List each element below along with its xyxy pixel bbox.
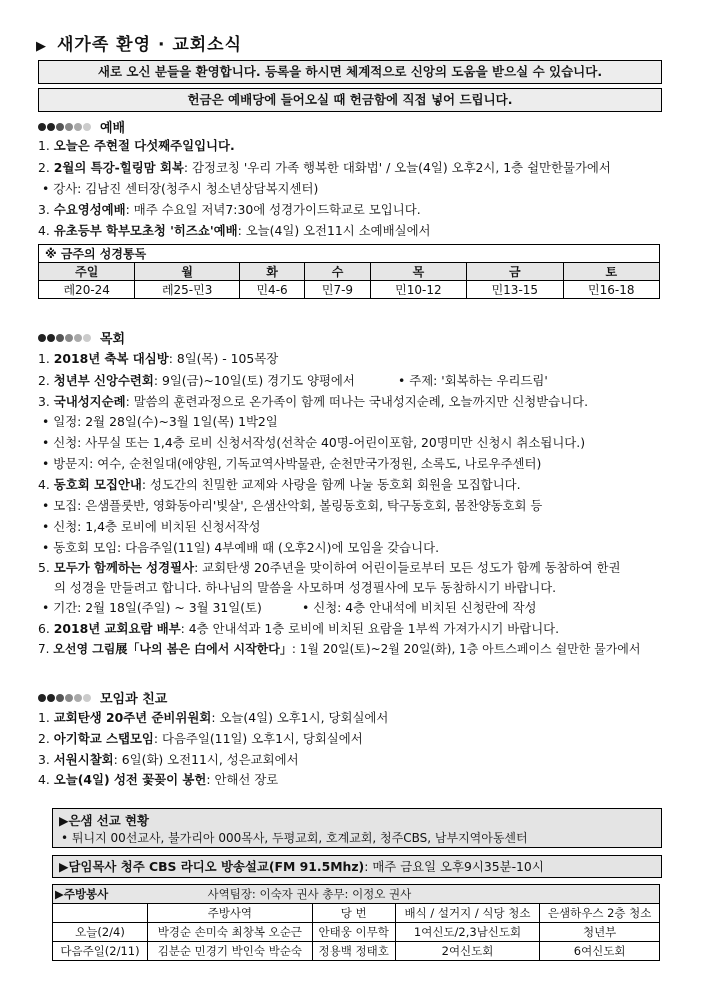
- bullet-dots-icon: [38, 123, 92, 131]
- bible-table-title: ※ 금주의 성경통독: [39, 245, 660, 263]
- worship-item-3: 3. 수요영성예배: 매주 수요일 저녁7:30에 성경가이드학교로 모입니다.: [38, 202, 421, 217]
- pastoral-item-1: 1. 2018년 축복 대심방: 8일(목) - 105목장: [38, 351, 279, 366]
- fellowship-item-3: 3. 서원시찰회: 6일(화) 오전11시, 성은교회에서: [38, 752, 299, 767]
- pastoral-item-3: 3. 국내성지순례: 말씀의 훈련과정으로 온가족이 함께 떠나는 국내성지순례, 오늘까지만 신청받습니다.: [38, 394, 589, 409]
- pilgrimage-schedule: • 일정: 2월 28일(수)~3월 1일(목) 1박2일: [42, 414, 278, 429]
- worship-item-2: 2. 2월의 특강-힐링맘 회복: 감정코칭 '우리 가족 행복한 대화법' / 오늘(4일) 오후2시, 1층 쉴만한물가에서: [38, 160, 611, 175]
- page-title-text: 새가족 환영 · 교회소식: [57, 35, 243, 55]
- club-signup: • 신청: 1,4층 로비에 비치된 신청서작성: [42, 519, 261, 534]
- worship-heading: 예배: [38, 117, 125, 136]
- kitchen-service-table: [52, 884, 660, 961]
- worship-item-4: 4. 유초등부 학부모초청 '히즈쇼'예배: 오늘(4일) 오전11시 소예배실에서: [38, 223, 431, 238]
- radio-label: ▶담임목사 청주 CBS 라디오 방송설교(FM 91.5Mhz): [59, 859, 365, 874]
- bible-copy-cont: 의 성경을 만들려고 합니다. 하나님의 말씀을 사모하며 성경필사에 모두 동참하시기 바랍니다.: [54, 580, 557, 595]
- bullet-dots-icon: [38, 694, 92, 702]
- radio-time: : 매주 금요일 오후9시35분-10시: [364, 859, 544, 874]
- club-meeting: • 동호회 모임: 다음주일(11일) 4부예배 때 (오후2시)에 모임을 갖습니다.: [42, 540, 440, 555]
- offering-notice: 헌금은 예배당에 들어오실 때 헌금함에 직접 넣어 드립니다.: [38, 88, 662, 112]
- bible-reading-table: [38, 244, 660, 299]
- pastoral-item-5: 5. 모두가 함께하는 성경필사: 교회탄생 20주년을 맞이하여 어린이들로부터 모든 성도가 함께 동참하여 한권: [38, 560, 621, 575]
- radio-box: [52, 855, 662, 878]
- pastoral-item-2: 2. 청년부 신앙수련회: 9일(금)~10일(토) 경기도 양평에서: [38, 373, 355, 388]
- fellowship-heading: 모임과 친교: [38, 688, 167, 707]
- club-list: • 모집: 은샘플룻반, 영화동아리'빛살', 은샘산악회, 볼링동호회, 탁구동호회, 몸찬양동호회 등: [42, 498, 543, 513]
- page-title: [36, 30, 242, 55]
- pastoral-item-4: 4. 동호회 모집안내: 성도간의 친밀한 교제와 사랑을 함께 나눌 동호회 회원을 모집합니다.: [38, 477, 521, 492]
- pastoral-item-6: 6. 2018년 교회요람 배부: 4층 안내석과 1층 로비에 비치된 요람을 1부씩 가져가시기 바랍니다.: [38, 621, 560, 636]
- fellowship-item-4: 4. 오늘(4일) 성전 꽃꽂이 봉헌: 안해선 장로: [38, 772, 279, 787]
- mission-box: [52, 808, 662, 848]
- service-row-next: 다음주일(2/11) 김분순 민경기 박인숙 박순숙 정용백 정태호 2여신도회 6여신도회: [53, 942, 660, 961]
- bullet-dots-icon: [38, 334, 92, 342]
- youth-retreat-theme: • 주제: '회복하는 우리드림': [398, 373, 548, 388]
- pilgrimage-places: • 방문지: 여수, 순천일대(애양원, 기독교역사박물관, 순천만국가정원, 소록도, 나로우주센터): [42, 456, 542, 471]
- pastoral-heading: 목회: [38, 328, 125, 347]
- bible-days-row: 주일 월 화 수 목 금 토: [39, 263, 660, 281]
- service-row-today: 오늘(2/4) 박경순 손미숙 최창복 오순근 안태웅 이무학 1여신도/2,3남신도회 청년부: [53, 923, 660, 942]
- worship-lecturer: • 강사: 김남진 센터장(청주시 청소년상담복지센터): [42, 181, 319, 196]
- mission-list: • 튀니지 00선교사, 불가리아 000목사, 두평교회, 호계교회, 청주CBS, 남부지역아동센터: [61, 831, 528, 845]
- service-leaders: 사역팀장: 이숙자 권사 총무: 이정오 권사: [148, 885, 660, 904]
- service-title: ▶주방봉사: [53, 885, 148, 904]
- bible-readings-row: 레20-24 레25-민3 민4-6 민7-9 민10-12 민13-15 민16-18: [39, 281, 660, 299]
- worship-item-1: 1. 오늘은 주현절 다섯째주일입니다.: [38, 138, 235, 153]
- bible-copy-signup: • 신청: 4층 안내석에 비치된 신청란에 작성: [302, 600, 537, 615]
- fellowship-item-1: 1. 교회탄생 20주년 준비위원회: 오늘(4일) 오후1시, 당회실에서: [38, 710, 389, 725]
- welcome-notice: 새로 오신 분들을 환영합니다. 등록을 하시면 체계적으로 신앙의 도움을 받으실 수 있습니다.: [38, 60, 662, 84]
- fellowship-item-2: 2. 아기학교 스탭모임: 다음주일(11일) 오후1시, 당회실에서: [38, 731, 363, 746]
- arrow-icon: ▶: [36, 39, 47, 54]
- service-header-row: 주방사역 당 번 배식 / 설거지 / 식당 청소 은샘하우스 2층 청소: [53, 904, 660, 923]
- pastoral-item-7: 7. 오선영 그림展「나의 봄은 白에서 시작한다」: 1월 20일(토)~2월 20일(화), 1층 아트스페이스 쉴만한 물가에서: [38, 642, 641, 656]
- pilgrimage-signup: • 신청: 사무실 또는 1,4층 로비 신청서작성(선착순 40명-어린이포함, 20명미만 신청시 취소됩니다.): [42, 435, 586, 450]
- bible-copy-period: • 기간: 2월 18일(주일) ~ 3월 31일(토): [42, 600, 262, 615]
- mission-title: ▶은샘 선교 현황: [59, 813, 149, 828]
